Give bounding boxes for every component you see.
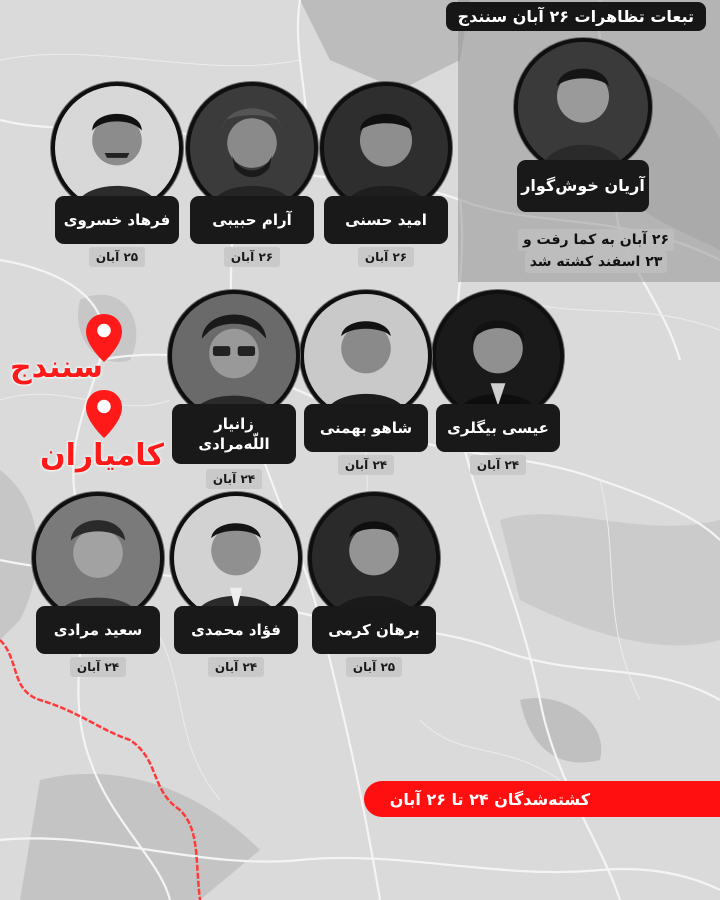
date-badge: ۲۶ آبان <box>358 247 414 267</box>
person-photo <box>432 290 564 422</box>
person-photo <box>170 492 302 624</box>
featured-note-line1: ۲۶ آبان به کما رفت و <box>518 229 674 251</box>
person-name: فؤاد محمدی <box>174 606 298 654</box>
person-name: سعید مرادی <box>36 606 160 654</box>
person-photo <box>308 492 440 624</box>
person-photo <box>168 290 300 422</box>
date-badge: ۲۴ آبان <box>206 469 262 489</box>
person-name: آریان خوش‌گوار <box>517 160 649 212</box>
city-label-kamyaran: کامیاران <box>40 438 164 473</box>
date-badge: ۲۵ آبان <box>346 657 402 677</box>
date-badge: ۲۴ آبان <box>338 455 394 475</box>
featured-note-line2: ۲۳ اسفند کشته شد <box>525 251 668 273</box>
page-title: تبعات تظاهرات ۲۶ آبان سنندج <box>446 2 706 31</box>
date-badge: ۲۶ آبان <box>224 247 280 267</box>
person-name: عیسی بیگلری <box>436 404 560 452</box>
person-photo <box>320 82 452 214</box>
person-photo <box>51 82 183 214</box>
person-photo <box>300 290 432 422</box>
person-name: امید حسنی <box>324 196 448 244</box>
person-name: فرهاد خسروی <box>55 196 179 244</box>
location-pin-icon <box>86 390 122 438</box>
person-name: برهان کرمی <box>312 606 436 654</box>
city-label-sanandaj: سنندج <box>10 350 103 385</box>
date-badge: ۲۵ آبان <box>89 247 145 267</box>
person-name: شاهو بهمنی <box>304 404 428 452</box>
footer-text: کشته‌شدگان ۲۴ تا ۲۶ آبان <box>389 789 590 809</box>
date-badge: ۲۴ آبان <box>70 657 126 677</box>
date-badge: ۲۴ آبان <box>208 657 264 677</box>
footer-banner <box>364 781 720 817</box>
person-photo <box>514 38 652 176</box>
featured-note <box>478 229 714 273</box>
person-photo <box>32 492 164 624</box>
date-badge: ۲۴ آبان <box>470 455 526 475</box>
person-name: آرام حبیبی <box>190 196 314 244</box>
person-photo <box>186 82 318 214</box>
person-name: زانیار اللّه‌مرادی <box>172 404 296 464</box>
